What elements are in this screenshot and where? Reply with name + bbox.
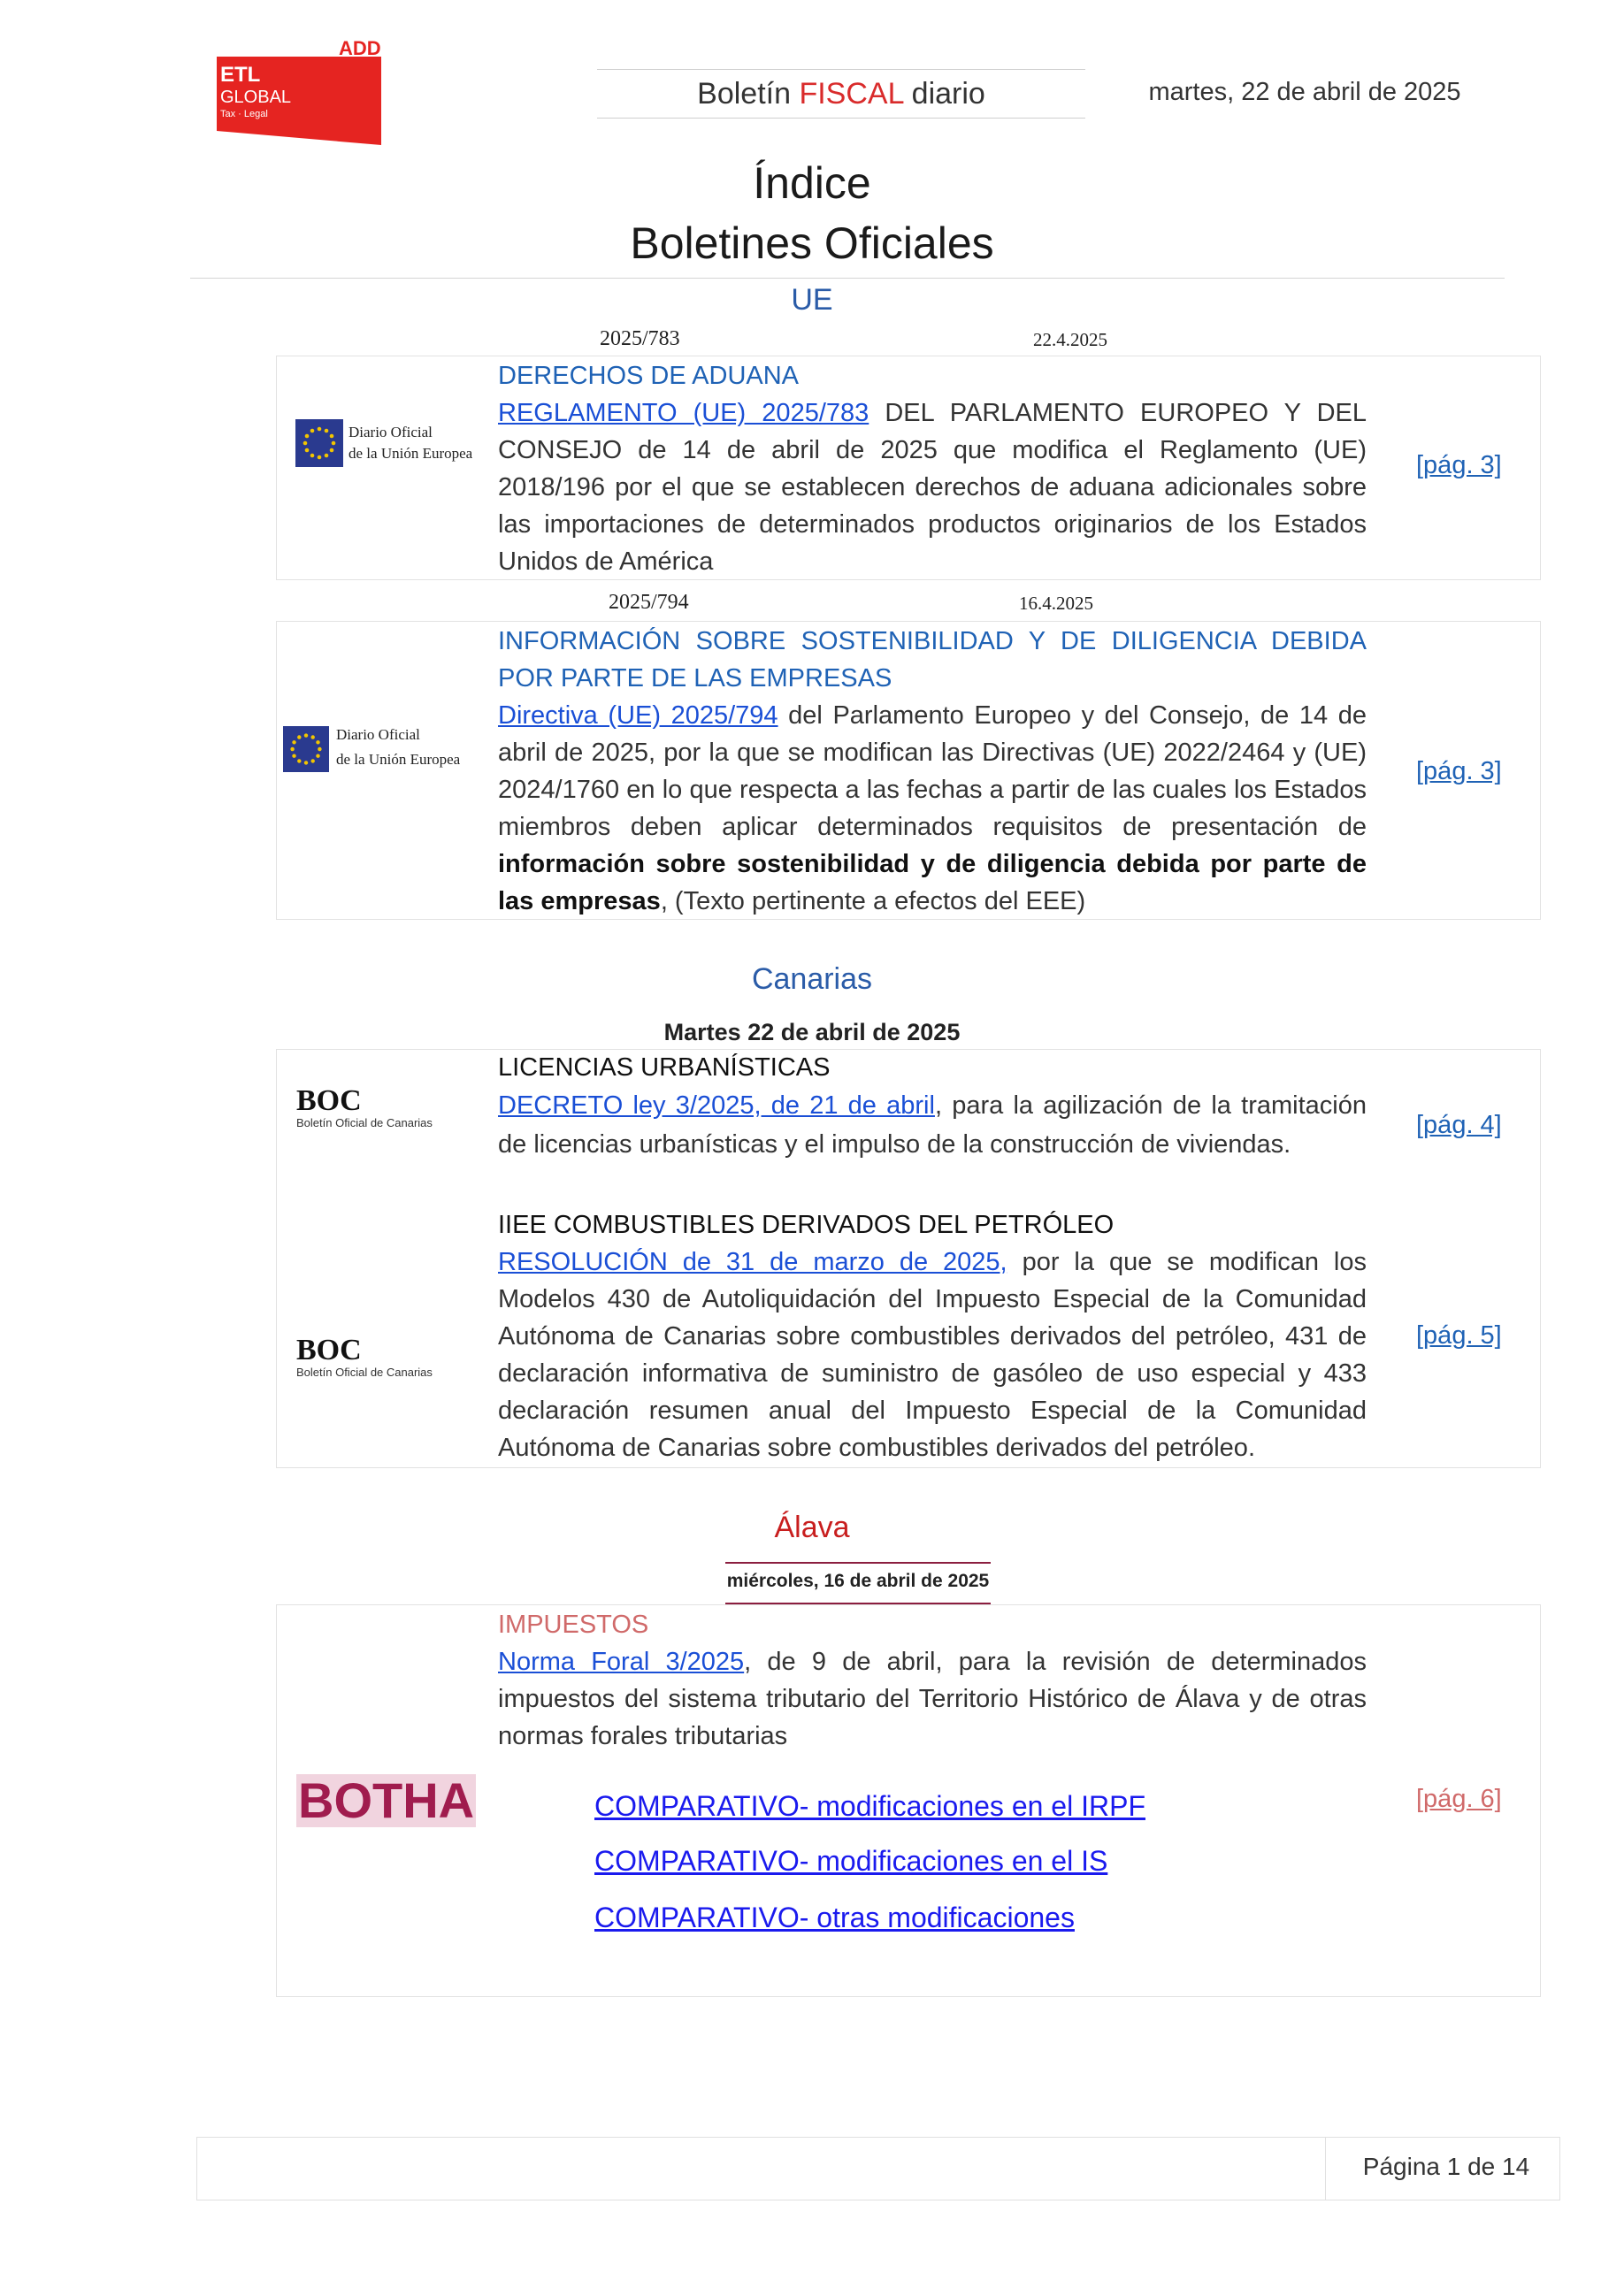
date-banner: miércoles, 16 de abril de 2025 (725, 1562, 991, 1604)
boc-logo-subtitle: Boletín Oficial de Canarias (296, 1116, 433, 1129)
page-link[interactable]: [pág. 4] (1416, 1111, 1502, 1139)
etl-global-logo (217, 34, 381, 145)
comparativo-irpf-link[interactable]: COMPARATIVO- modificaciones en el IRPF (594, 1790, 1145, 1822)
botha-logo: BOTHA (298, 1772, 475, 1828)
boc-logo (296, 1086, 433, 1129)
entry-heading: INFORMACIÓN SOBRE SOSTENIBILIDAD Y DE DILIGENCIA DEBIDA POR PARTE DE LAS EMPRESAS (498, 627, 1367, 693)
page-link[interactable]: [pág. 3] (1416, 451, 1502, 479)
entry-heading: IMPUESTOS (498, 1611, 649, 1639)
section-alava: Álava (774, 1511, 850, 1544)
page-link[interactable]: [pág. 5] (1416, 1321, 1502, 1350)
index-title: Índice (753, 158, 871, 208)
entry-heading: IIEE COMBUSTIBLES DERIVADOS DEL PETRÓLEO (498, 1211, 1115, 1239)
doc-ref: 2025/783 (600, 327, 680, 350)
title-prefix: Boletín (697, 77, 800, 111)
resolution-link[interactable]: RESOLUCIÓN de 31 de marzo de 2025, (498, 1248, 1007, 1276)
section-ue: UE (791, 283, 833, 317)
eu-journal-name-2: de la Unión Europea (349, 445, 473, 462)
page-link[interactable]: [pág. 6] (1416, 1785, 1502, 1813)
entry-body (498, 1606, 1367, 1755)
svg-text:ADD: ADD (339, 37, 381, 59)
boc-logo-subtitle: Boletín Oficial de Canarias (296, 1366, 433, 1379)
entry-text: , para la agilización de la tramitación de licencias urbanísticas y el impulso de la construcción de viviendas. (498, 1091, 1367, 1159)
eu-flag-icon (295, 419, 343, 467)
entry-text: , de 9 de abril, para la revisión de determinados impuestos del sistema tributario del Territorio Histórico de Álava y de otras normas forales tributarias (498, 1648, 1367, 1750)
regulation-link[interactable]: REGLAMENTO (UE) 2025/783 (498, 399, 869, 427)
directive-link[interactable]: Directiva (UE) 2025/794 (498, 701, 778, 730)
entry-body (498, 1206, 1367, 1466)
entry-body (498, 1049, 1367, 1164)
entry-text: por la que se modifican los Modelos 430 de Autoliquidación del Impuesto Especial de la Comunidad Autónoma de Canarias sobre combustibles derivados del petróleo, 431 de declaración informativa de suministro de gasóleo de uso especial y 433 declaración resumen anual del Impuesto Especial de la Comunidad Autónoma de Canarias sobre combustibles derivados del petróleo. (498, 1248, 1367, 1462)
section-canarias: Canarias (751, 962, 873, 996)
page-number: Página 1 de 14 (1362, 2153, 1530, 2180)
svg-text:ETL: ETL (220, 63, 261, 87)
svg-text:GLOBAL: GLOBAL (220, 88, 292, 107)
eu-flag-icon (283, 725, 329, 773)
page-link[interactable]: [pág. 3] (1416, 757, 1502, 785)
entry-text: DEL PARLAMENTO EUROPEO Y DEL CONSEJO de 14 de abril de 2025 que modifica el Reglamento (UE) 2018/196 por el que se establecen derechos de aduana adicionales sobre las importaciones de determinados productos originarios de los Estados Unidos de América (498, 399, 1367, 576)
comparativo-otras-link[interactable]: COMPARATIVO- otras modificaciones (594, 1902, 1075, 1933)
eu-journal-logo (295, 419, 343, 471)
entry-text-end: , (Texto pertinente a efectos del EEE) (660, 887, 1086, 915)
eu-journal-name-2: de la Unión Europea (336, 751, 461, 768)
index-subtitle: Boletines Oficiales (630, 218, 994, 268)
entry-heading: DERECHOS DE ADUANA (498, 362, 800, 390)
eu-journal-name-1: Diario Oficial (336, 726, 420, 743)
title-fiscal: FISCAL (799, 77, 904, 111)
footer-divider (1325, 2137, 1326, 2200)
boc-logo-title: BOC (296, 1334, 362, 1366)
entry-body (498, 357, 1367, 580)
entry-heading: LICENCIAS URBANÍSTICAS (498, 1053, 831, 1082)
boc-logo (296, 1336, 433, 1379)
doc-date: 16.4.2025 (1019, 593, 1093, 614)
eu-journal-logo (283, 725, 329, 777)
decree-link[interactable]: DECRETO ley 3/2025, de 21 de abril (498, 1091, 935, 1120)
entry-text-bold: información sobre sostenibilidad y de diligencia debida por parte de las empresas (498, 850, 1367, 915)
norma-foral-link[interactable]: Norma Foral 3/2025 (498, 1648, 745, 1676)
eu-journal-name-1: Diario Oficial (349, 424, 433, 440)
entry-text: del Parlamento Europeo y del Consejo, de 14 de abril de 2025, por la que se modifican las Directivas (UE) 2022/2464 y (UE) 2024/1760 en lo que respecta a las fechas a partir de las cuales los Estados miembros deben aplicar determinados requisitos de presentación de (498, 701, 1367, 841)
date-banner: Martes 22 de abril de 2025 (663, 1019, 961, 1045)
title-suffix: diario (903, 77, 985, 111)
header-date: martes, 22 de abril de 2025 (1148, 78, 1461, 106)
svg-text:Tax · Legal: Tax · Legal (220, 109, 268, 119)
bulletin-title (597, 69, 1085, 119)
divider (190, 278, 1505, 279)
comparativo-is-link[interactable]: COMPARATIVO- modificaciones en el IS (594, 1845, 1108, 1877)
entry-body (498, 623, 1367, 920)
doc-date: 22.4.2025 (1033, 329, 1107, 350)
doc-ref: 2025/794 (609, 591, 689, 614)
boc-logo-title: BOC (296, 1084, 362, 1117)
